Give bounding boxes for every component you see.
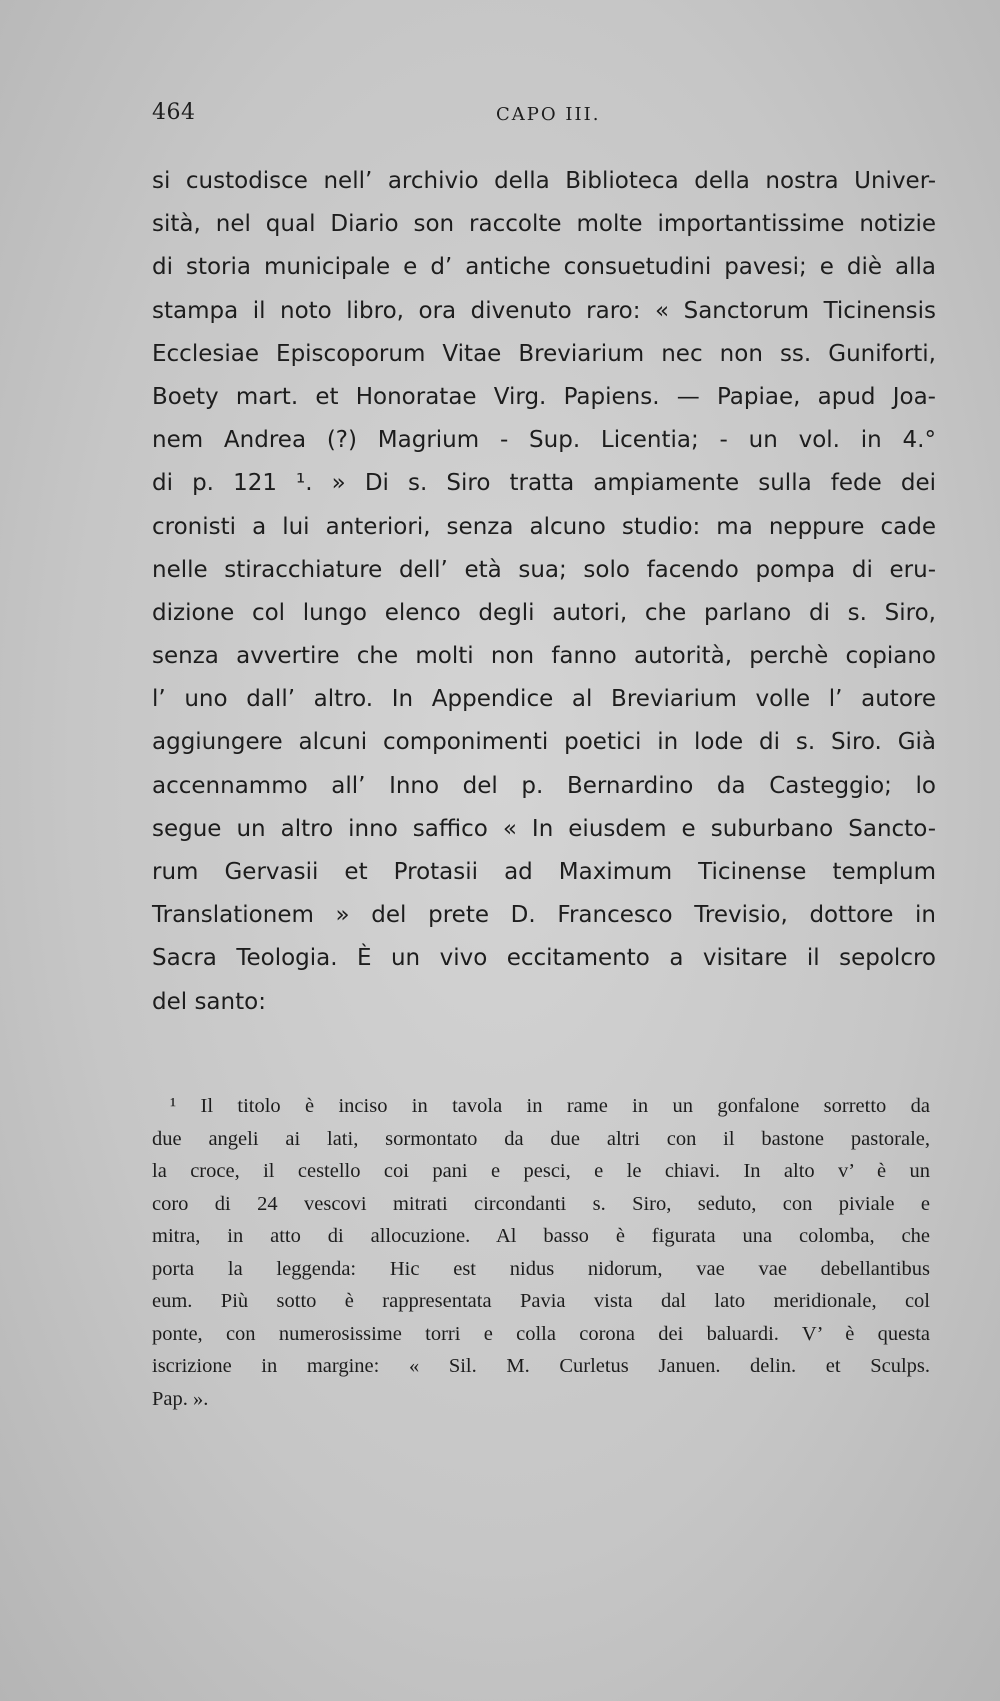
body-line: stampa il noto libro, ora divenuto raro: « Sanctorum Ticinensis [152, 297, 936, 324]
body-line: rum Gervasii et Protasii ad Maximum Ticinense templum [152, 859, 936, 885]
footnote-line: mitra, in atto di allocuzione. Al basso è figurata una colomba, che [152, 1225, 930, 1247]
footnote [152, 1090, 930, 1415]
body-line: dizione col lungo elenco degli autori, che parlano di s. Siro, [152, 599, 936, 626]
body-line: l’ uno dall’ altro. In Appendice al Breviarium volle l’ autore [152, 686, 936, 713]
footnote-line: eum. Più sotto è rappresentata Pavia vista dal lato meridionale, col [152, 1290, 930, 1312]
footnote-line: ¹ Il titolo è inciso in tavola in rame in un gonfalone sorretto da [170, 1095, 930, 1117]
body-line: Translationem » del prete D. Francesco Trevisio, dottore in [152, 902, 936, 929]
body-line: Boety mart. et Honoratae Virg. Papiens. — Papiae, apud Joa- [152, 383, 936, 410]
footnote-line: Pap. ». [152, 1387, 209, 1410]
body-line: si custodisce nell’ archivio della Biblioteca della nostra Univer- [152, 168, 936, 194]
footnote-line: due angeli ai lati, sormontato da due altri con il bastone pastorale, [152, 1127, 930, 1150]
body-line: di p. 121 ¹. » Di s. Siro tratta ampiamente sulla fede dei [152, 470, 936, 497]
body-text [152, 160, 936, 1024]
body-line: del santo: [152, 988, 266, 1015]
body-line: segue un altro inno saffico « In eiusdem e suburbano Sancto- [152, 815, 936, 842]
running-head: CAPO III. [496, 104, 601, 125]
page-header [152, 100, 932, 136]
body-line: nem Andrea (?) Magrium - Sup. Licentia; - un vol. in 4.° [152, 427, 936, 454]
footnote-line: iscrizione in margine: « Sil. M. Curletus Januen. delin. et Sculps. [152, 1355, 930, 1377]
footnote-line: coro di 24 vescovi mitrati circondanti s. Siro, seduto, con piviale e [152, 1192, 930, 1215]
body-line: Sacra Teologia. È un vivo eccitamento a visitare il sepolcro [152, 945, 936, 972]
page-number: 464 [152, 100, 196, 125]
body-line: Ecclesiae Episcoporum Vitae Breviarium nec non ss. Guniforti, [152, 340, 936, 367]
body-line: accennammo all’ Inno del p. Bernardino da Casteggio; lo [152, 772, 936, 799]
body-line: senza avvertire che molti non fanno autorità, perchè copiano [152, 643, 936, 670]
body-line: nelle stiracchiature dell’ età sua; solo facendo pompa di eru- [152, 556, 936, 583]
body-line: cronisti a lui anteriori, senza alcuno studio: ma neppure cade [152, 513, 936, 540]
footnote-line: ponte, con numerosissime torri e colla corona dei baluardi. V’ è questa [152, 1322, 930, 1345]
footnote-line: porta la leggenda: Hic est nidus nidorum, vae vae debellantibus [152, 1257, 930, 1280]
body-line: di storia municipale e d’ antiche consuetudini pavesi; e diè alla [152, 254, 936, 281]
footnote-line: la croce, il cestello coi pani e pesci, e le chiavi. In alto v’ è un [152, 1160, 930, 1182]
body-line: aggiungere alcuni componimenti poetici in lode di s. Siro. Già [152, 729, 936, 756]
body-line: sità, nel qual Diario son raccolte molte importantissime notizie [152, 211, 936, 238]
